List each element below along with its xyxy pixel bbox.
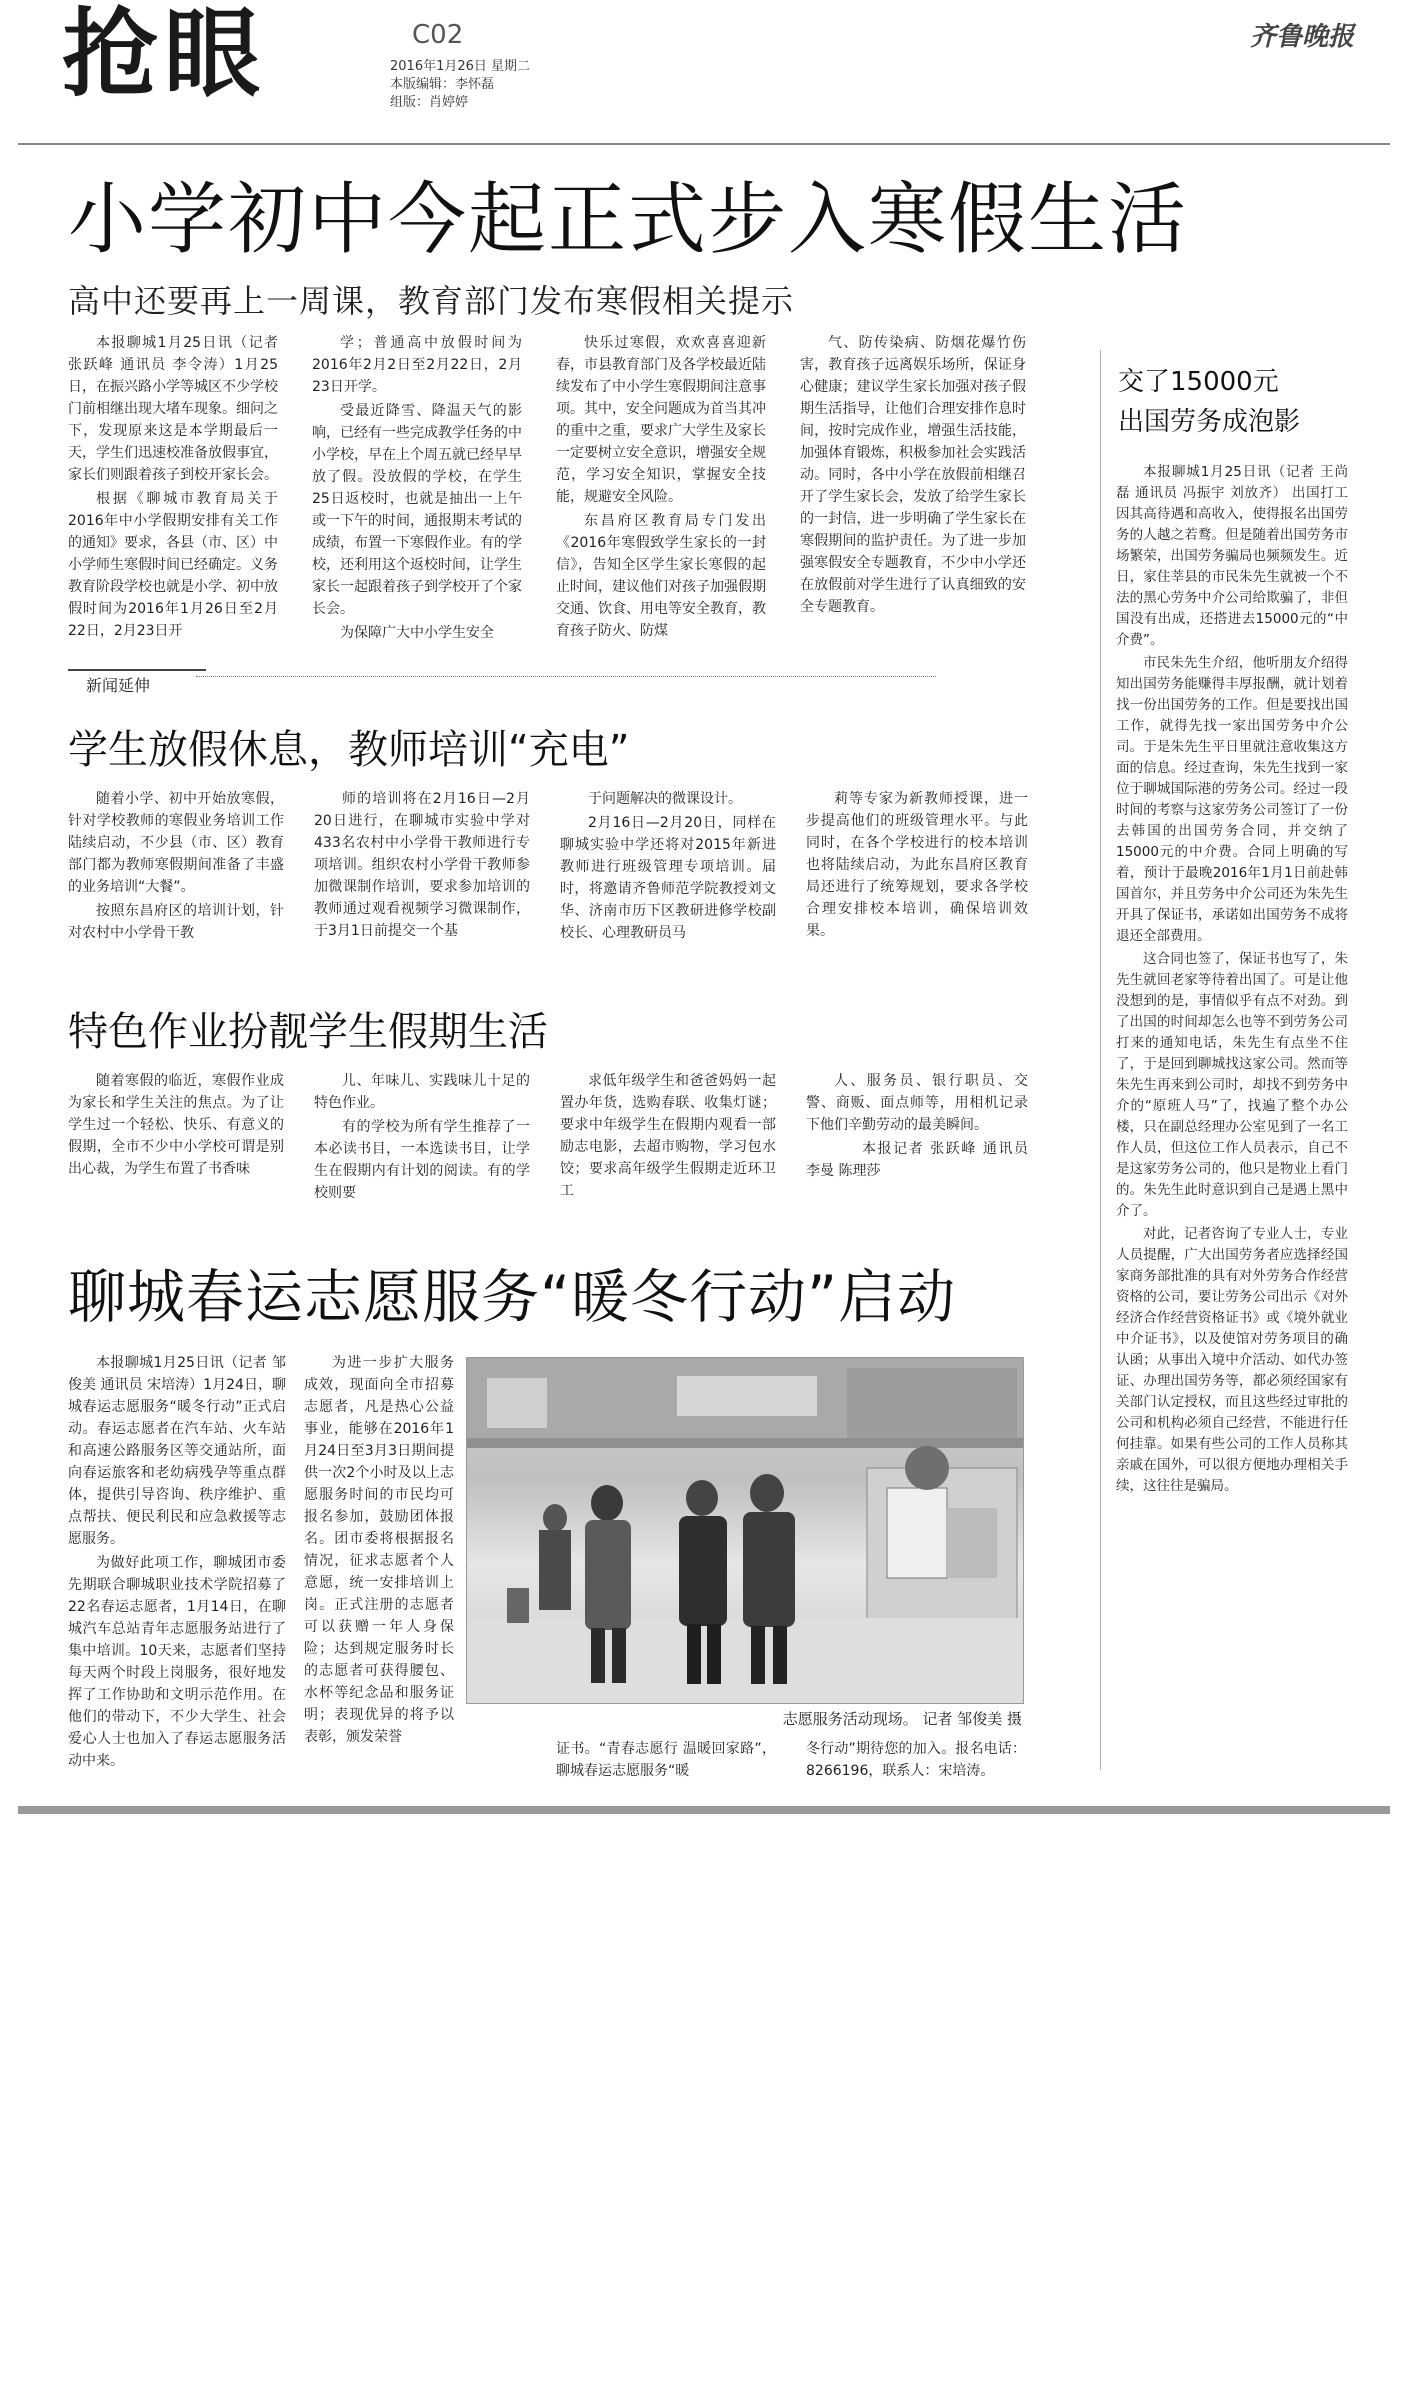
- paragraph: 学；普通高中放假时间为2016年2月2日至2月22日，2月23日开学。: [312, 335, 522, 395]
- paragraph: 莉等专家为新教师授课，进一步提高他们的班级管理水平。与此同时，在各个学校进行的校本培训也将陆续启动，为此东昌府区教育局还进行了统筹规划，要求各学校合理安排校本培训，确保培训效果。: [806, 791, 1028, 939]
- section3-column-2: [314, 1070, 530, 1220]
- top-divider: [18, 143, 1390, 145]
- section4-headline: 聊城春运志愿服务“暖冬行动”启动: [68, 1263, 957, 1331]
- layout-line: 组版：肖婷婷: [390, 95, 469, 110]
- section3-column-4: [806, 1070, 1028, 1220]
- newspaper-logo: 齐鲁晚报: [1250, 22, 1355, 52]
- news-extension-tag: 新闻延伸: [68, 669, 206, 701]
- paragraph: 这合同也签了，保证书也写了，朱先生就回老家等待着出国了。可是让他没想到的是，事情似乎有点不对劲。到了出国的时间却怎么也等不到劳务公司打来的通知电话，朱先生有点坐不住了，于是回到聊城找这家公司。然而等朱先生再来到公司时，却找不到劳务中介的“原班人马”了，找遍了整个办公楼，只在副总经理办公室见到了一名工作人员，但这位工作人员表示，自己不是这家劳务公司的，他只是物业上看门的。朱先生此时意识到自己是遇上黑中介了。: [1116, 951, 1348, 1219]
- section2-column-3: [560, 788, 776, 988]
- editor-line: 本版编辑：李怀磊: [390, 77, 495, 92]
- section3-column-3: [560, 1070, 776, 1220]
- paragraph: 于问题解决的微课设计。: [588, 791, 742, 807]
- sidebar-headline-line2: 出国劳务成泡影: [1118, 407, 1301, 437]
- paragraph: 2月16日—2月20日，同样在聊城实验中学还将对2015年新进教师进行班级管理专项培训。届时，将邀请齐鲁师范学院教授刘文华、济南市历下区教研进修学校副校长、心理教研员马: [560, 815, 776, 941]
- lead-headline: 小学初中今起正式步入寒假生活: [68, 175, 1189, 265]
- lead-column-3: [556, 332, 766, 662]
- section4-bottom-column-1: [556, 1738, 776, 1788]
- section4-column-1: [68, 1352, 286, 1792]
- section2-column-2: [314, 788, 530, 988]
- paragraph: 按照东昌府区的培训计划，针对农村中小学骨干教: [68, 903, 284, 941]
- paragraph: 儿、年味儿、实践味儿十足的特色作业。: [314, 1073, 530, 1111]
- paragraph: 冬行动”期待您的加入。报名电话：8266196，联系人：宋培涛。: [806, 1741, 1026, 1779]
- section2-column-1: [68, 788, 284, 988]
- paragraph: 为做好此项工作，聊城团市委先期联合聊城职业技术学院招募了22名春运志愿者，1月14日，在聊城汽车总站青年志愿服务站进行了集中培训。10天来，志愿者们坚持每天两个时段上岗服务，很好地发挥了工作协助和文明示范作用。在他们的带动下，不少大学生、社会爱心人士也加入了春运志愿服务活动中来。: [68, 1555, 286, 1769]
- photo-illustration: [467, 1358, 1023, 1703]
- photo-caption: 志愿服务活动现场。 记者 邹俊美 摄: [782, 1710, 1022, 1728]
- paragraph: 为保障广大中小学生安全: [340, 625, 494, 641]
- paragraph: 对此，记者咨询了专业人士，专业人员提醒，广大出国劳务者应选择经国家商务部批准的具有对外劳务合作经营资格的公司，要让劳务公司出示《对外经济合作经营资格证书》或《境外就业中介证书》，以及使馆对劳务项目的确认函；从事出入境中介活动、如代办签证、办理出国劳务等，都必须经国家有关部门认定授权，而且这些经过审批的公司和机构必须自己经营，不能进行任何挂靠。如果有些公司的工作人员称其亲戚在国外，可以很方便地办理相关手续，这往往是骗局。: [1116, 1226, 1348, 1494]
- paragraph: 本报聊城1月25日讯（记者 张跃峰 通讯员 李令涛）1月25日，在振兴路小学等城区不少学校门前相继出现大堵车现象。细问之下，发现原来这是本学期最后一天，学生们迅速校准备放假事宜，家长们则跟着孩子到校开家长会。: [68, 335, 278, 483]
- volunteer-photo: [466, 1357, 1024, 1704]
- section-title: 抢眼: [62, 0, 266, 110]
- paragraph: 快乐过寒假，欢欢喜喜迎新春，市县教育部门及各学校最近陆续发布了中小学生寒假期间注意事项。其中，安全问题成为首当其冲的重中之重，要求广大学生及家长一定要树立安全意识，增强安全规范，学习安全知识，掌握安全技能，规避安全风险。: [556, 335, 766, 505]
- lead-subheadline: 高中还要再上一周课，教育部门发布寒假相关提示: [68, 282, 795, 320]
- paragraph: 人、服务员、银行职员、交警、商贩、面点师等，用相机记录下他们辛勤劳动的最美瞬间。: [806, 1073, 1028, 1133]
- paragraph: 有的学校为所有学生推荐了一本必读书目，一本选读书目，让学生在假期内有计划的阅读。有的学校则要: [314, 1119, 530, 1201]
- paragraph: 本报聊城1月25日讯（记者 邹俊美 通讯员 宋培涛）1月24日，聊城春运志愿服务“暖冬行动”正式启动。春运志愿者在汽车站、火车站和高速公路服务区等交通站所，面向春运旅客和老幼病残孕等重点群体，提供引导咨询、秩序维护、重点帮扶、便民利民和应急救援等志愿服务。: [68, 1355, 286, 1547]
- lead-column-2: [312, 332, 522, 662]
- paragraph: 证书。“青春志愿行 温暖回家路”，聊城春运志愿服务“暖: [556, 1741, 776, 1779]
- sidebar-headline-line1: 交了15000元: [1118, 367, 1279, 397]
- paragraph: 随着小学、初中开始放寒假，针对学校教师的寒假业务培训工作陆续启动，不少县（市、区）教育部门都为教师寒假期间准备了丰盛的业务培训“大餐”。: [68, 791, 284, 895]
- section4-bottom-column-2: [806, 1738, 1026, 1788]
- byline: 本报记者 张跃峰 通讯员 李曼 陈理莎: [806, 1141, 1028, 1179]
- section4-column-2: [304, 1352, 454, 1764]
- paragraph: 为进一步扩大服务成效，现面向全市招募志愿者，凡是热心公益事业，能够在2016年1月24日至3月3日期间提供一次2个小时及以上志愿服务时间的市民均可报名参加，鼓励团体报名。团市委将根据报名情况，征求志愿者个人意愿，统一安排培训上岗。正式注册的志愿者可以获赠一年人身保险；达到规定服务时长的志愿者可获得腰包、水杯等纪念品和服务证明；表现优异的将予以表彰，颁发荣誉: [304, 1355, 454, 1745]
- sidebar-body: [1116, 462, 1348, 1782]
- paragraph: 随着寒假的临近，寒假作业成为家长和学生关注的焦点。为了让学生过一个轻松、快乐、有意义的假期，全市不少中小学校可谓是别出心裁，为学生布置了书香味: [68, 1073, 284, 1177]
- lead-column-4: [800, 332, 1026, 662]
- bottom-divider: [18, 1806, 1390, 1814]
- paragraph: 本报聊城1月25日讯（记者 王尚磊 通讯员 冯振宇 刘放齐） 出国打工因其高待遇和高收入，使得报名出国劳务的人越之若鹜。但是随着出国劳务市场繁荣，出国劳务骗局也频频发生。近日，家住莘县的市民朱先生就被一个不法的黑心劳务中介公司给欺骗了，非但国没有出成，还搭进去15000元的“中介费”。: [1116, 464, 1348, 648]
- sidebar-headline: [1118, 362, 1300, 442]
- section2-column-4: [806, 788, 1028, 988]
- paragraph: 根据《聊城市教育局关于2016年中小学假期安排有关工作的通知》要求，各县（市、区）中小学师生寒假时间已经确定。义务教育阶段学校也就是小学、初中放假时间为2016年1月26日至2月22日，2月23日开: [68, 491, 278, 639]
- paragraph: 气、防传染病、防烟花爆竹伤害，教育孩子远离娱乐场所，保证身心健康；建议学生家长加强对孩子假期生活指导，让他们合理安排作息时间，按时完成作业，增强生活技能，加强体育锻炼，积极参加社会实践活动。同时，各中小学在放假前相继召开了学生家长会，发放了给学生家长的一封信，进一步明确了学生家长在寒假期间的监护责任。为了进一步加强寒假安全专题教育，不少中小学还在放假前对学生进行了认真细致的安全专题教育。: [800, 335, 1026, 615]
- page-number: C02: [412, 20, 464, 50]
- paragraph: 师的培训将在2月16日—2月20日进行，在聊城市实验中学对433名农村中小学骨干教师进行专项培训。组织农村小学骨干教师参加微课制作培训，要求参加培训的教师通过观看视频学习微课制作，于3月1日前提交一个基: [314, 791, 530, 939]
- paragraph: 东昌府区教育局专门发出《2016年寒假致学生家长的一封信》，告知全区学生家长寒假的起止时间，建议他们对孩子加强假期交通、饮食、用电等安全教育，教育孩子防火、防煤: [556, 513, 766, 639]
- sidebar-divider: [1100, 350, 1101, 1770]
- section3-headline: 特色作业扮靓学生假期生活: [68, 1009, 548, 1055]
- masthead-meta: [390, 58, 530, 112]
- paragraph: 市民朱先生介绍，他听朋友介绍得知出国劳务能赚得丰厚报酬，就计划着找一份出国劳务的工作。但是要找出国工作，就得先找一家出国劳务中介公司。于是朱先生平日里就注意收集这方面的信息。经过查询，朱先生找到一家位于聊城国际港的劳务公司。经过一段时间的考察与这家劳务公司签订了一份去韩国的出国劳务合同，并交纳了15000元的中介费。合同上明确的写着，预计于最晚2016年1月1日前赴韩国首尔，并且劳务中介公司还为朱先生开具了保证书，承诺如出国劳务不成将退还全部费用。: [1116, 655, 1348, 944]
- section2-headline: 学生放假休息，教师培训“充电”: [68, 727, 630, 773]
- lead-column-1: [68, 332, 278, 662]
- date-line: 2016年1月26日 星期二: [390, 59, 531, 74]
- section3-column-1: [68, 1070, 284, 1220]
- paragraph: 求低年级学生和爸爸妈妈一起置办年货，选购春联、收集灯谜；要求中年级学生在假期内观看一部励志电影，去超市购物，学习包水饺；要求高年级学生假期走近环卫工: [560, 1073, 776, 1199]
- paragraph: 受最近降雪、降温天气的影响，已经有一些完成教学任务的中小学校，早在上个周五就已经早早放了假。没放假的学校，在学生25日返校时，也就是抽出一上午或一下午的时间，通报期末考试的成绩，布置一下寒假作业。有的学校，还利用这个返校时间，让学生家长一起跟着孩子到学校开了个家长会。: [312, 403, 522, 617]
- tag-divider: [196, 676, 936, 677]
